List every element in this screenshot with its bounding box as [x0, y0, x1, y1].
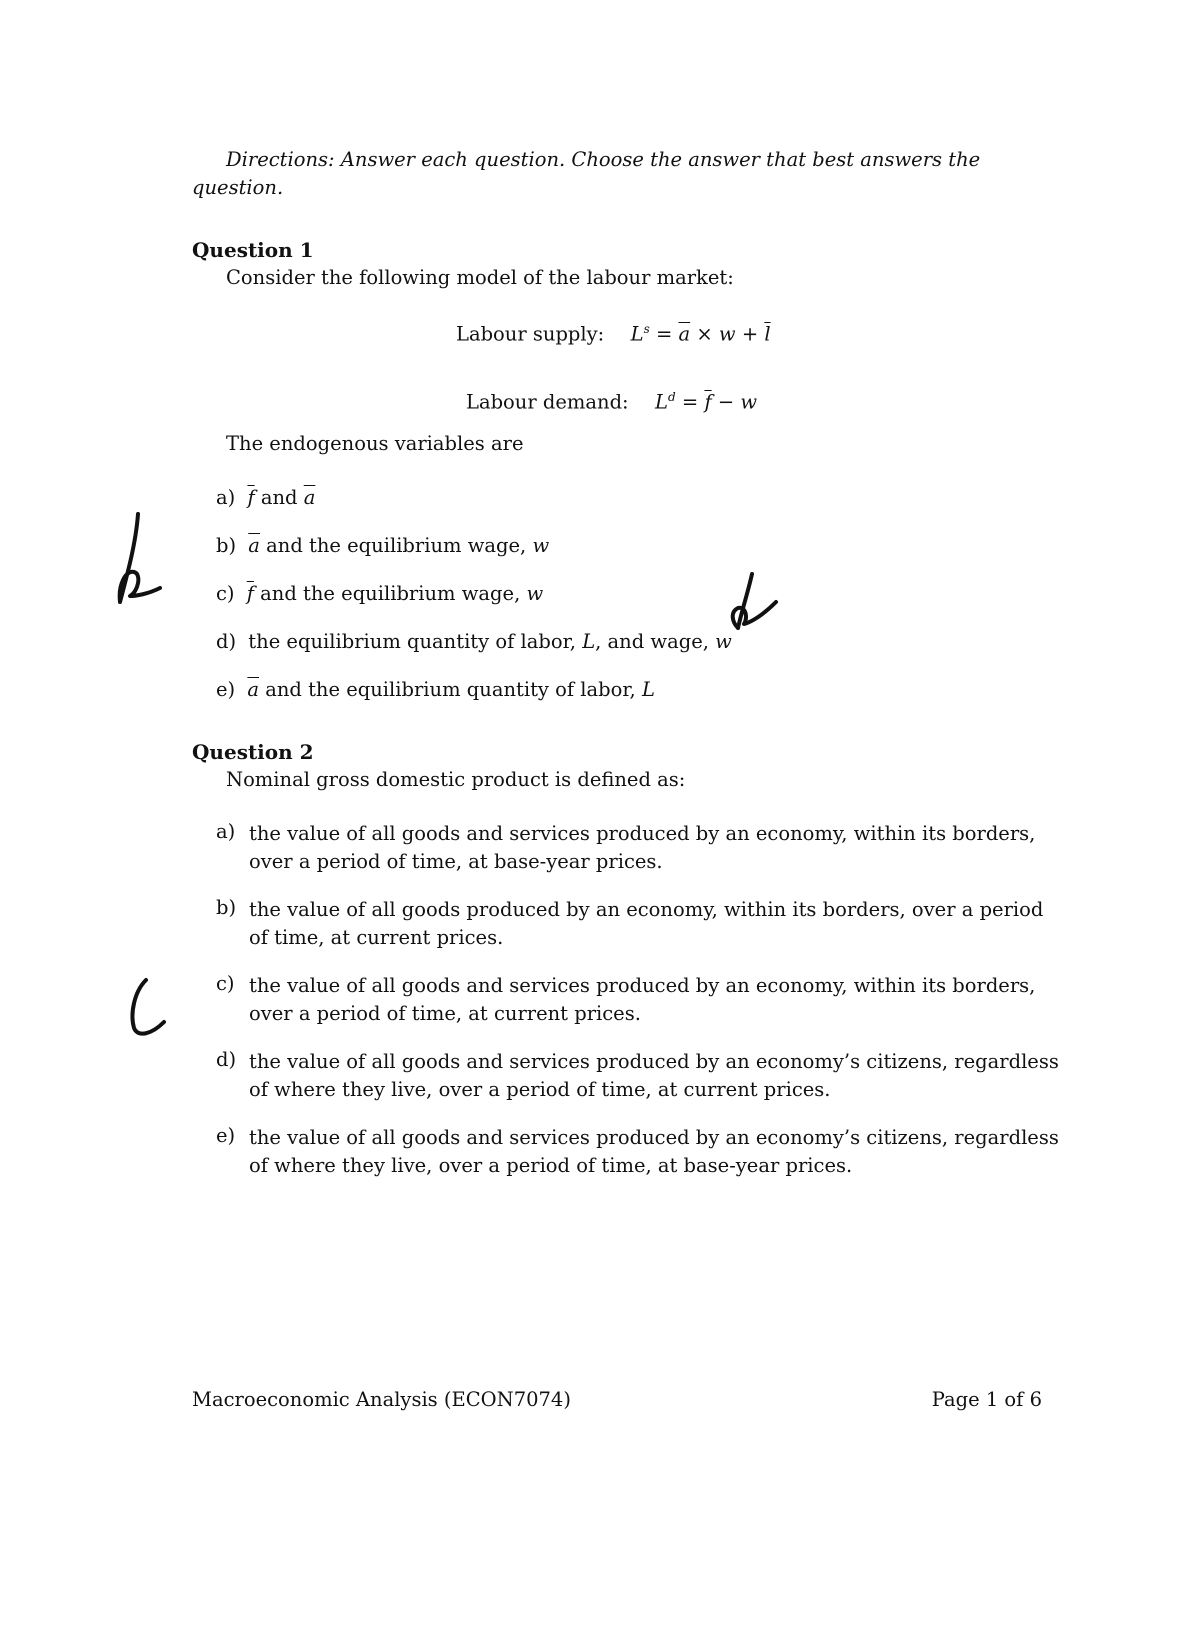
supply-times: × [696, 322, 713, 346]
option-var: L [582, 630, 596, 653]
footer-page-number: Page 1 of 6 [931, 1388, 1042, 1411]
demand-w: w [740, 390, 758, 414]
q1-option-b [216, 534, 549, 557]
directions-text: Directions: Answer each question. Choose the answer that best answers the question. [192, 148, 981, 199]
option-label: e) [216, 678, 236, 701]
option-line: of where they live, over a period of time, at base-year prices. [249, 1154, 853, 1177]
supply-a: $\overline{a}$ [678, 322, 691, 346]
supply-plus: + [741, 322, 759, 346]
option-line: of time, at current prices. [249, 926, 504, 949]
option-var: w [532, 534, 550, 557]
q1-option-d [216, 630, 732, 653]
option-line: the value of all goods and services produced by an economy’s citizens, regardless [249, 1126, 1059, 1149]
option-text: and [260, 486, 298, 509]
question-1-heading: Question 1 [192, 238, 314, 262]
supply-lhs-sup: s [643, 322, 650, 336]
demand-lhs: L [655, 390, 668, 414]
option-text: and the equilibrium wage, [260, 582, 521, 605]
labour-supply-equation [456, 322, 771, 346]
question-1-prompt: Consider the following model of the labour market: [226, 266, 734, 289]
demand-f: $\overline{f}$ [704, 390, 712, 414]
q1-option-e [216, 678, 655, 701]
option-line: over a period of time, at base-year prices. [249, 850, 663, 873]
option-var: $\overline{a}$ [248, 534, 260, 557]
option-var: L [641, 678, 655, 701]
option-label: e) [216, 1124, 236, 1147]
option-var: w [526, 582, 544, 605]
footer-course: Macroeconomic Analysis (ECON7074) [192, 1388, 571, 1411]
option-label: d) [216, 630, 237, 653]
option-line: of where they live, over a period of time, at current prices. [249, 1078, 831, 1101]
option-label: b) [216, 896, 237, 919]
option-line: the value of all goods produced by an economy, within its borders, over a period [249, 898, 1044, 921]
demand-eq-sign: = [681, 390, 699, 414]
q1-option-c [216, 582, 543, 605]
option-text: the equilibrium quantity of labor, [248, 630, 576, 653]
handwritten-d-mark-left [112, 512, 168, 608]
labour-demand-equation [466, 390, 757, 414]
option-text: and the equilibrium quantity of labor, [265, 678, 636, 701]
demand-lhs-sup: d [668, 390, 676, 404]
option-line: the value of all goods and services produced by an economy, within its borders, [249, 822, 1036, 845]
option-label: a) [216, 486, 236, 509]
option-label: c) [216, 582, 235, 605]
supply-lhs: L [630, 322, 644, 346]
option-line: over a period of time, at current prices. [249, 1002, 641, 1025]
demand-minus: − [717, 390, 735, 414]
option-label: b) [216, 534, 237, 557]
supply-eq-sign: = [655, 322, 673, 346]
supply-w: w [718, 322, 736, 346]
option-text: , and wage, [595, 630, 709, 653]
handwritten-d-mark-right [724, 572, 780, 632]
supply-l: $\overline{l}$ [764, 322, 771, 346]
option-var: $\overline{a}$ [247, 678, 259, 701]
option-label: d) [216, 1048, 237, 1071]
labour-supply-label: Labour supply: [456, 322, 605, 346]
handwritten-c-mark [124, 976, 176, 1040]
option-var: w [715, 630, 732, 653]
labour-demand-label: Labour demand: [466, 390, 629, 414]
question-2-prompt: Nominal gross domestic product is defined as: [226, 768, 686, 791]
question-1-stem: The endogenous variables are [226, 432, 524, 455]
option-var: $\overline{a}$ [303, 486, 316, 509]
option-var: $\overline{f}$ [246, 582, 254, 605]
question-2-heading: Question 2 [192, 740, 314, 764]
option-label: a) [216, 820, 236, 843]
option-label: c) [216, 972, 235, 995]
option-text: and the equilibrium wage, [266, 534, 527, 557]
option-var: $\overline{f}$ [247, 486, 255, 509]
q1-option-a [216, 486, 315, 509]
option-line: the value of all goods and services produced by an economy’s citizens, regardless [249, 1050, 1059, 1073]
option-line: the value of all goods and services produced by an economy, within its borders, [249, 974, 1036, 997]
